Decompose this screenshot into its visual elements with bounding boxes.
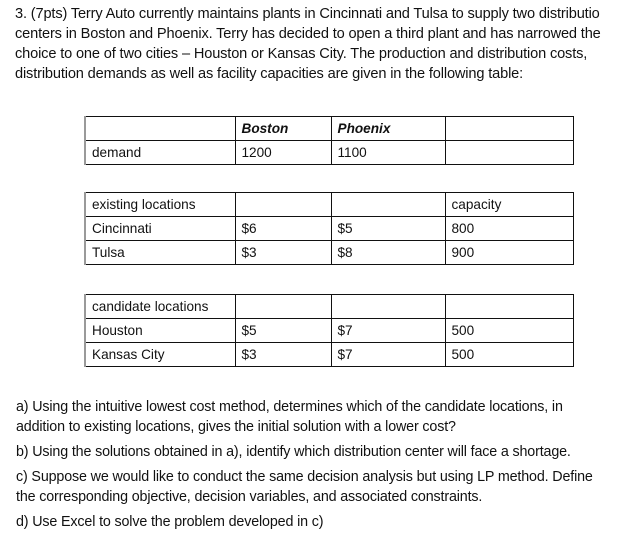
column-header-capacity: capacity <box>445 193 573 217</box>
table-cell: $6 <box>235 217 331 241</box>
table-header-row <box>85 193 573 217</box>
table-cell: $7 <box>331 319 445 343</box>
question-line: d) Use Excel to solve the problem developed in c) <box>16 514 324 530</box>
row-label: Houston <box>85 319 235 343</box>
table-cell: 800 <box>445 217 573 241</box>
table-cell <box>445 117 573 141</box>
column-header-boston: Boston <box>235 117 331 141</box>
table-row <box>85 217 573 241</box>
question-line: the corresponding objective, decision variables, and associated constraints. <box>16 489 483 505</box>
table-header-row <box>85 117 573 141</box>
question-b <box>16 442 630 462</box>
section-label: existing locations <box>85 193 235 217</box>
table-row <box>85 343 573 367</box>
table-cell: $7 <box>331 343 445 367</box>
table-cell: $5 <box>235 319 331 343</box>
table-row <box>85 319 573 343</box>
problem-intro <box>15 4 630 84</box>
table-row <box>85 241 573 265</box>
intro-line: distribution demands as well as facility capacities are given in the following table: <box>15 66 524 82</box>
row-label: Tulsa <box>85 241 235 265</box>
question-line: a) Using the intuitive lowest cost method, determines which of the candidate locations, in <box>16 399 563 415</box>
question-line: c) Suppose we would like to conduct the same decision analysis but using LP method. Define <box>16 469 593 485</box>
existing-locations-table <box>84 192 574 265</box>
table-cell: $5 <box>331 217 445 241</box>
question-a <box>16 397 630 437</box>
question-line: b) Using the solutions obtained in a), identify which distribution center will face a shortage. <box>16 444 571 460</box>
table-cell: 1200 <box>235 141 331 165</box>
table-header-row <box>85 295 573 319</box>
table-cell: 500 <box>445 319 573 343</box>
column-header-phoenix: Phoenix <box>331 117 445 141</box>
row-label: Cincinnati <box>85 217 235 241</box>
table-cell <box>445 295 573 319</box>
question-list <box>16 397 630 537</box>
table-row <box>85 141 573 165</box>
table-cell <box>331 193 445 217</box>
row-label: Kansas City <box>85 343 235 367</box>
question-d <box>16 512 630 532</box>
table-cell: $3 <box>235 241 331 265</box>
table-cell: 500 <box>445 343 573 367</box>
table-cell: 1100 <box>331 141 445 165</box>
intro-line: choice to one of two cities – Houston or Kansas City. The production and distribution costs, <box>15 46 588 62</box>
table-cell <box>331 295 445 319</box>
table-cell <box>445 141 573 165</box>
question-line: addition to existing locations, gives the initial solution with a lower cost? <box>16 419 456 435</box>
table-cell <box>235 295 331 319</box>
table-cell <box>235 193 331 217</box>
table-cell: $8 <box>331 241 445 265</box>
section-label: candidate locations <box>85 295 235 319</box>
candidate-locations-table <box>84 294 574 367</box>
intro-line: centers in Boston and Phoenix. Terry has decided to open a third plant and has narrowed the <box>15 26 601 42</box>
table-cell: $3 <box>235 343 331 367</box>
table-cell <box>85 117 235 141</box>
row-label: demand <box>85 141 235 165</box>
intro-line: 3. (7pts) Terry Auto currently maintains plants in Cincinnati and Tulsa to supply two distributio <box>15 6 600 22</box>
table-cell: 900 <box>445 241 573 265</box>
question-c <box>16 467 630 507</box>
demand-table <box>84 116 574 165</box>
